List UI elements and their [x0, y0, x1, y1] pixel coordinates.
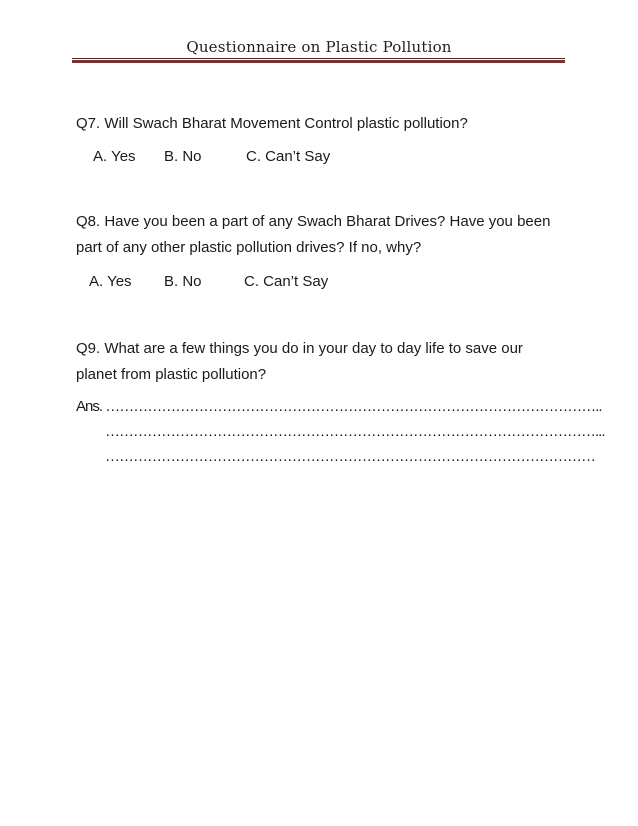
question-9: Q9. What are a few things you do in your day to day life to save our planet from plastic pollution? — [76, 340, 523, 383]
question-8-options — [89, 273, 579, 290]
answer-dots-1: …………………………………………………………………………………………….. — [105, 398, 602, 415]
answer-line-1[interactable] — [76, 398, 602, 415]
header-rule-thin — [72, 58, 565, 59]
question-7: Q7. Will Swach Bharat Movement Control plastic pollution? — [76, 115, 468, 132]
q8-option-no[interactable]: B. No — [164, 273, 202, 290]
answer-line-3[interactable]: …………………………………………………………………………………………… — [105, 448, 595, 465]
q8-option-cant-say[interactable]: C. Can’t Say — [244, 273, 329, 290]
q7-option-yes[interactable]: A. Yes — [93, 148, 136, 165]
answer-line-2[interactable]: ……………………………………………………………………………………………... — [105, 423, 605, 440]
page-title: Questionnaire on Plastic Pollution — [186, 38, 452, 56]
q8-option-yes[interactable]: A. Yes — [89, 273, 132, 290]
question-7-options — [93, 148, 583, 165]
q7-option-no[interactable]: B. No — [164, 148, 202, 165]
q7-option-cant-say[interactable]: C. Can’t Say — [246, 148, 331, 165]
answer-label: Ans. — [76, 398, 103, 415]
header-rule-thick — [72, 60, 565, 63]
question-8: Q8. Have you been a part of any Swach Bharat Drives? Have you been part of any other plastic pollution drives? If no, why? — [76, 213, 551, 256]
